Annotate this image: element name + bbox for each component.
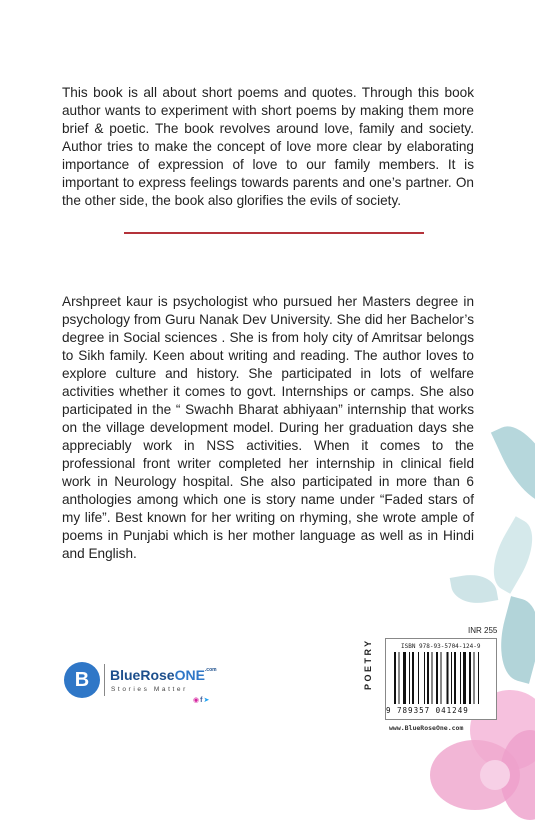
logo-divider <box>104 664 105 696</box>
twitter-icon: ➤ <box>203 697 211 704</box>
divider-line <box>124 232 424 234</box>
publisher-name-accent: ONE <box>174 667 205 683</box>
author-bio: Arshpreet kaur is psychologist who pursued her Masters degree in psychology from Guru Nanak Dev University. She did her Bachelor’s degree in Social sciences . She is from holy city of Amritsar belongs to Sikh family. Keen about writing and reading. The author loves to explore culture and history. She participated in lots of welfare activities whether it comes to govt. Internships or camps. She also participated in the “ Swachh Bharat abhiyaan” internship that works on the village development model. During her graduation days she appreciably work in NSS activities. When it comes to the professional front writer completed her internship in clinical field work in Neurology hospital. She also participated in more than 6 anthologies among which one is story name under “Faded stars of my life”. Best known for her writing on rhyming, she wrote ample of poems in Punjabi which is her mother language as well as in Hindi and English. <box>62 293 474 561</box>
book-blurb: This book is all about short poems and quotes. Through this book author wants to experiment with short poems by making them more brief & poetic. The book revolves around love, family and society. Author tries to make the concept of love more clear by elaborating importance of expression of love to our family members. It is important to express feelings towards parents and one’s partner. On the other side, the book also glorifies the evils of society. <box>62 84 474 208</box>
genre-label: POETRY <box>363 638 373 690</box>
instagram-icon: ◉ <box>193 697 201 704</box>
isbn-text: ISBN 978-93-5704-124-9 <box>401 643 481 650</box>
social-icons <box>193 696 210 704</box>
price-label: INR 255 <box>468 626 498 635</box>
barcode-bars <box>394 652 490 704</box>
logo-letter: B <box>74 669 90 691</box>
publisher-name-suffix: .com <box>204 667 217 673</box>
publisher-website: www.BlueRoseOne.com <box>389 724 464 732</box>
publisher-name <box>110 667 217 683</box>
facebook-icon: f <box>200 697 204 704</box>
publisher-name-main: BlueRose <box>110 667 175 683</box>
publisher-tagline: Stories Matter <box>111 686 188 693</box>
barcode-digits: 9 789357 041249 <box>386 706 469 715</box>
